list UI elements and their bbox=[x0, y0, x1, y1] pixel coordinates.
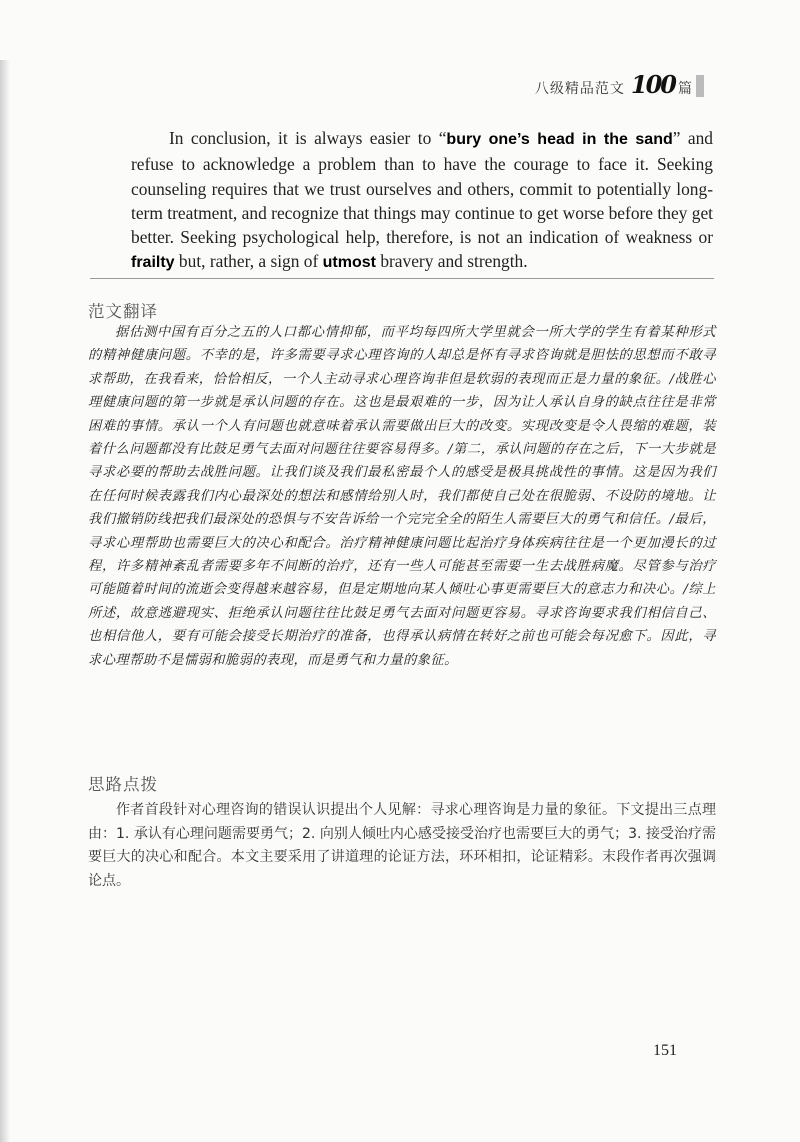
bold-frailty: frailty bbox=[131, 254, 175, 272]
english-conclusion bbox=[131, 126, 713, 276]
english-paragraph bbox=[131, 126, 713, 276]
series-count: 100 bbox=[630, 70, 675, 99]
text-run: In conclusion, it is always easier to “ bbox=[169, 128, 447, 148]
text-run: but, rather, a sign of bbox=[174, 251, 323, 272]
header-marker bbox=[696, 75, 704, 97]
tips-paragraph: 作者首段针对心理咨询的错误认识提出个人见解：寻求心理咨询是力量的象征。下文提出三点理由：1. 承认有心理问题需要勇气；2. 向别人倾吐内心感受接受治疗也需要巨大的勇气；3. 接受治疗需要巨大的决心和配合。本文主要采用了讲道理的论证方法，环环相扣，论证精彩。末段作者再次强调论点。 bbox=[88, 802, 716, 889]
bold-utmost: utmost bbox=[322, 254, 376, 272]
running-header bbox=[535, 70, 704, 99]
series-unit: 篇 bbox=[678, 81, 692, 97]
bold-phrase: bury one’s head in the sand bbox=[446, 131, 673, 148]
divider bbox=[90, 278, 714, 279]
text-run: bravery and strength. bbox=[375, 251, 528, 272]
series-title: 八级精品范文 bbox=[534, 81, 625, 97]
translation-body bbox=[88, 321, 716, 672]
text-run: ” and refuse to acknowledge a problem than to have the courage to face it. Seeking counseling requires that we trust ourselves and others, commit to potentially long-term treatment, and recognize that things may continue to get worse before they get better. Seeking psychological help, therefore, is not an indication of weakness or bbox=[131, 128, 713, 248]
page-shadow bbox=[0, 60, 10, 1142]
tips-body bbox=[88, 799, 716, 893]
page-number: 151 bbox=[653, 1042, 677, 1059]
tips-heading: 思路点拨 bbox=[88, 775, 158, 794]
translation-heading: 范文翻译 bbox=[88, 302, 158, 321]
translation-paragraph: 据估测中国有百分之五的人口都心情抑郁，而平均每四所大学里就会一所大学的学生有着某种形式的精神健康问题。不幸的是，许多需要寻求心理咨询的人却总是怀有寻求咨询就是胆怯的思想而不敢寻求帮助，在我看来，恰恰相反，一个人主动寻求心理咨询非但是软弱的表现而正是力量的象征。/战胜心理健康问题的第一步就是承认问题的存在。这也是最艰难的一步，因为让人承认自身的缺点往往是非常困难的事情。承认一个人有问题也就意味着承认需要做出巨大的改变。实现改变是令人畏缩的难题，装着什么问题都没有比鼓足勇气去面对问题往往要容易得多。/第二，承认问题的存在之后，下一大步就是寻求必要的帮助去战胜问题。让我们谈及我们最私密最个人的感受是极具挑战性的事情。这是因为我们在任何时候表露我们内心最深处的想法和感情给别人时，我们都使自己处在很脆弱、不设防的境地。让我们撤销防线把我们最深处的恐惧与不安告诉给一个完完全全的陌生人需要巨大的勇气和信任。/最后，寻求心理帮助也需要巨大的决心和配合。治疗精神健康问题比起治疗身体疾病往往是一个更加漫长的过程，许多精神紊乱者需要多年不间断的治疗，还有一些人可能甚至需要一生去战胜病魔。尽管参与治疗可能随着时间的流逝会变得越来越容易，但是定期地向某人倾吐心事更需要巨大的意志力和决心。/综上所述，故意逃避现实、拒绝承认问题往往比鼓足勇气去面对问题更容易。寻求咨询要求我们相信自己、也相信他人，要有可能会接受长期治疗的准备，也得承认病情在转好之前也可能会每况愈下。因此，寻求心理帮助不是懦弱和脆弱的表现，而是勇气和力量的象征。 bbox=[88, 325, 716, 668]
